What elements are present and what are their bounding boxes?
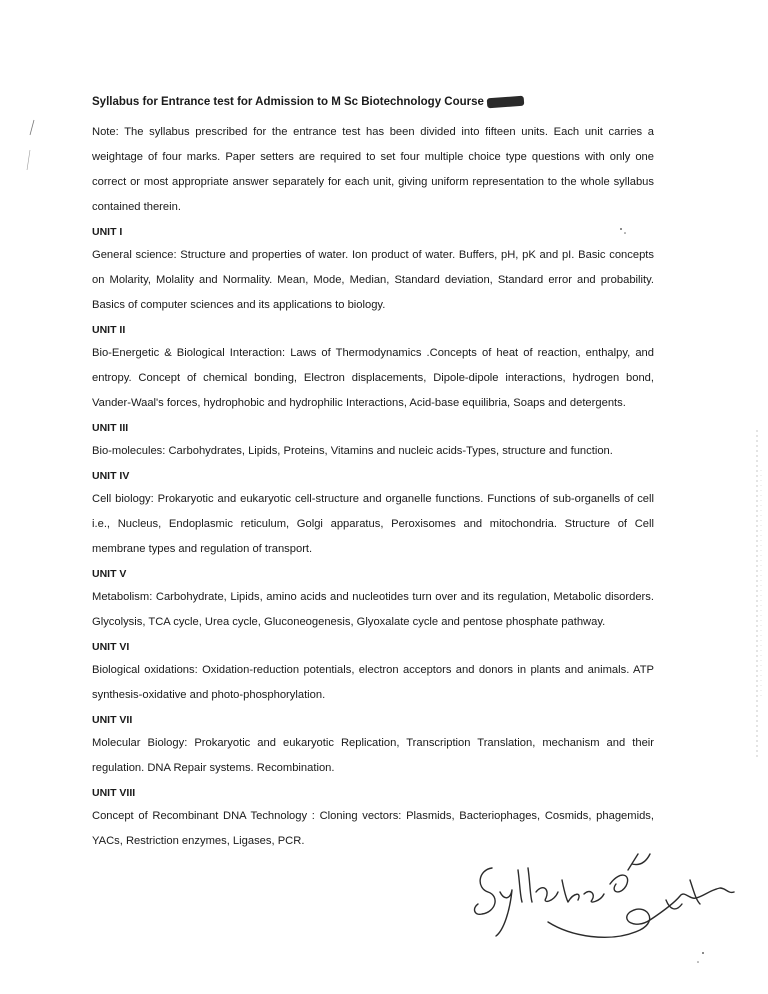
syllabus-content	[92, 96, 654, 854]
unit-2	[92, 321, 654, 416]
unit-heading: UNIT IV	[92, 470, 130, 482]
unit-4	[92, 467, 654, 562]
note-paragraph: Note: The syllabus prescribed for the entrance test has been divided into fifteen units. Each unit carries a weightage of four marks. Paper setters are required to set four multiple choice type questions with only one correct or most appropriate answer separately for each unit, giving uniform representation to the whole syllabus contained therein.	[92, 126, 654, 213]
unit-5	[92, 565, 654, 635]
page-title	[92, 96, 654, 108]
unit-text: Bio-Energetic & Biological Interaction: Laws of Thermodynamics .Concepts of heat of reaction, enthalpy, and entropy. Concept of chemical bonding, Electron displacements, Dipole-dipole interactions, hydrogen bond, Vander-Waal's forces, hydrophobic and hydrophilic Interactions, Acid-base equilibria, Soaps and detergents.	[92, 347, 654, 409]
unit-text: Bio-molecules: Carbohydrates, Lipids, Proteins, Vitamins and nucleic acids-Types, structure and function.	[92, 445, 613, 457]
unit-6	[92, 638, 654, 708]
unit-heading: UNIT II	[92, 324, 126, 336]
unit-3	[92, 419, 654, 464]
unit-text: Concept of Recombinant DNA Technology : Cloning vectors: Plasmids, Bacteriophages, Cosmids, phagemids, YACs, Restriction enzymes, Ligases, PCR.	[92, 810, 654, 847]
title-year-redacted: 2013-20	[488, 95, 523, 109]
unit-heading: UNIT VI	[92, 641, 130, 653]
unit-text: Metabolism: Carbohydrate, Lipids, amino acids and nucleotides turn over and its regulation, Metabolic disorders. Glycolysis, TCA cycle, Urea cycle, Gluconeogenesis, Glyoxalate cycle and pentose phosphate pathway.	[92, 591, 654, 628]
unit-heading: UNIT V	[92, 568, 127, 580]
unit-1	[92, 223, 654, 318]
unit-text: Cell biology: Prokaryotic and eukaryotic cell-structure and organelle functions. Functions of sub-organells of cell i.e., Nucleus, Endoplasmic reticulum, Golgi apparatus, Peroxisomes and mitochondria. Structure of Cell membrane types and regulation of transport.	[92, 493, 654, 555]
unit-text: Molecular Biology: Prokaryotic and eukaryotic Replication, Transcription Translation, mechanism and their regulation. DNA Repair systems. Recombination.	[92, 737, 654, 774]
title-text: Syllabus for Entrance test for Admission to M Sc Biotechnology Course	[92, 96, 484, 108]
unit-text: Biological oxidations: Oxidation-reduction potentials, electron acceptors and donors in plants and animals. ATP synthesis-oxidative and photo-phosphorylation.	[92, 664, 654, 701]
unit-7	[92, 711, 654, 781]
unit-text: General science: Structure and properties of water. Ion product of water. Buffers, pH, pK and pI. Basic concepts on Molarity, Molality and Normality. Mean, Mode, Median, Standard deviation, Standard error and probability. Basics of computer sciences and its applications to biology.	[92, 249, 654, 311]
unit-heading: UNIT I	[92, 226, 123, 238]
unit-heading: UNIT VIII	[92, 787, 136, 799]
handwritten-signature	[470, 840, 740, 960]
unit-heading: UNIT VII	[92, 714, 133, 726]
unit-heading: UNIT III	[92, 422, 129, 434]
